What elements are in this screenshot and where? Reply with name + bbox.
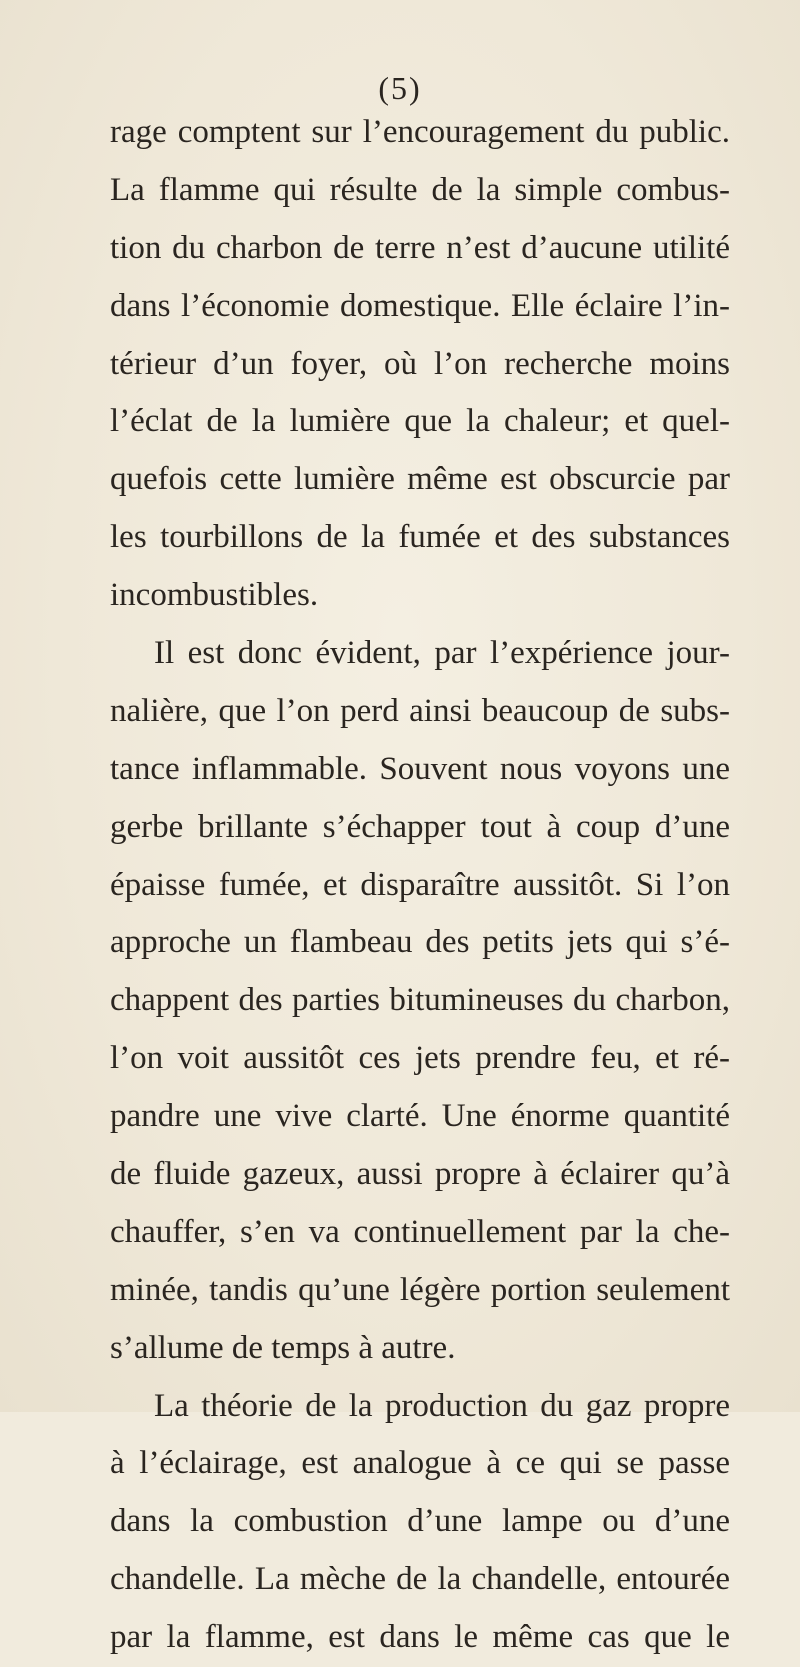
text-line: tion du charbon de terre n’est d’aucune utilité (110, 229, 730, 266)
text-line: chappent des parties bitumineuses du charbon, (110, 982, 730, 1019)
text-line: minée, tandis qu’une légère portion seulement (110, 1271, 730, 1308)
text-line: quefois cette lumière même est obscurcie par (110, 461, 730, 498)
body-text (110, 104, 730, 1667)
text-line: s’allume de temps à autre. (110, 1329, 456, 1366)
text-line: par la flamme, est dans le même cas que le (110, 1619, 730, 1656)
text-line: chauffer, s’en va continuellement par la che- (110, 1213, 730, 1250)
page-number: (5) (378, 70, 422, 106)
text-line: les tourbillons de la fumée et des substances (110, 519, 730, 556)
text-line: dans la combustion d’une lampe ou d’une (110, 1503, 730, 1540)
text-line: nalière, que l’on perd ainsi beaucoup de subs- (110, 692, 730, 729)
text-line: tance inflammable. Souvent nous voyons une (110, 750, 730, 787)
text-line: épaisse fumée, et disparaître aussitôt. Si l’on (110, 866, 730, 903)
text-line: La flamme qui résulte de la simple combus- (110, 171, 730, 208)
text-line: gerbe brillante s’échapper tout à coup d’une (110, 808, 730, 845)
text-line: approche un flambeau des petits jets qui s’é- (110, 924, 730, 961)
text-line: térieur d’un foyer, où l’on recherche moins (110, 345, 730, 382)
text-line: l’on voit aussitôt ces jets prendre feu, et ré- (110, 1040, 730, 1077)
text-line: rage comptent sur l’encouragement du public. (110, 114, 730, 150)
text-line: à l’éclairage, est analogue à ce qui se passe (110, 1445, 730, 1482)
text-line: l’éclat de la lumière que la chaleur; et quel- (110, 403, 730, 440)
text-line: chandelle. La mèche de la chandelle, entourée (110, 1561, 730, 1598)
text-line: La théorie de la production du gaz propre (154, 1387, 730, 1424)
text-line: incombustibles. (110, 577, 319, 614)
text-line: dans l’économie domestique. Elle éclaire l’in- (110, 287, 730, 324)
text-line: de fluide gazeux, aussi propre à éclairer qu’à (110, 1156, 730, 1193)
text-line: pandre une vive clarté. Une énorme quantité (110, 1098, 730, 1135)
text-line: Il est donc évident, par l’expérience jour- (154, 635, 730, 672)
